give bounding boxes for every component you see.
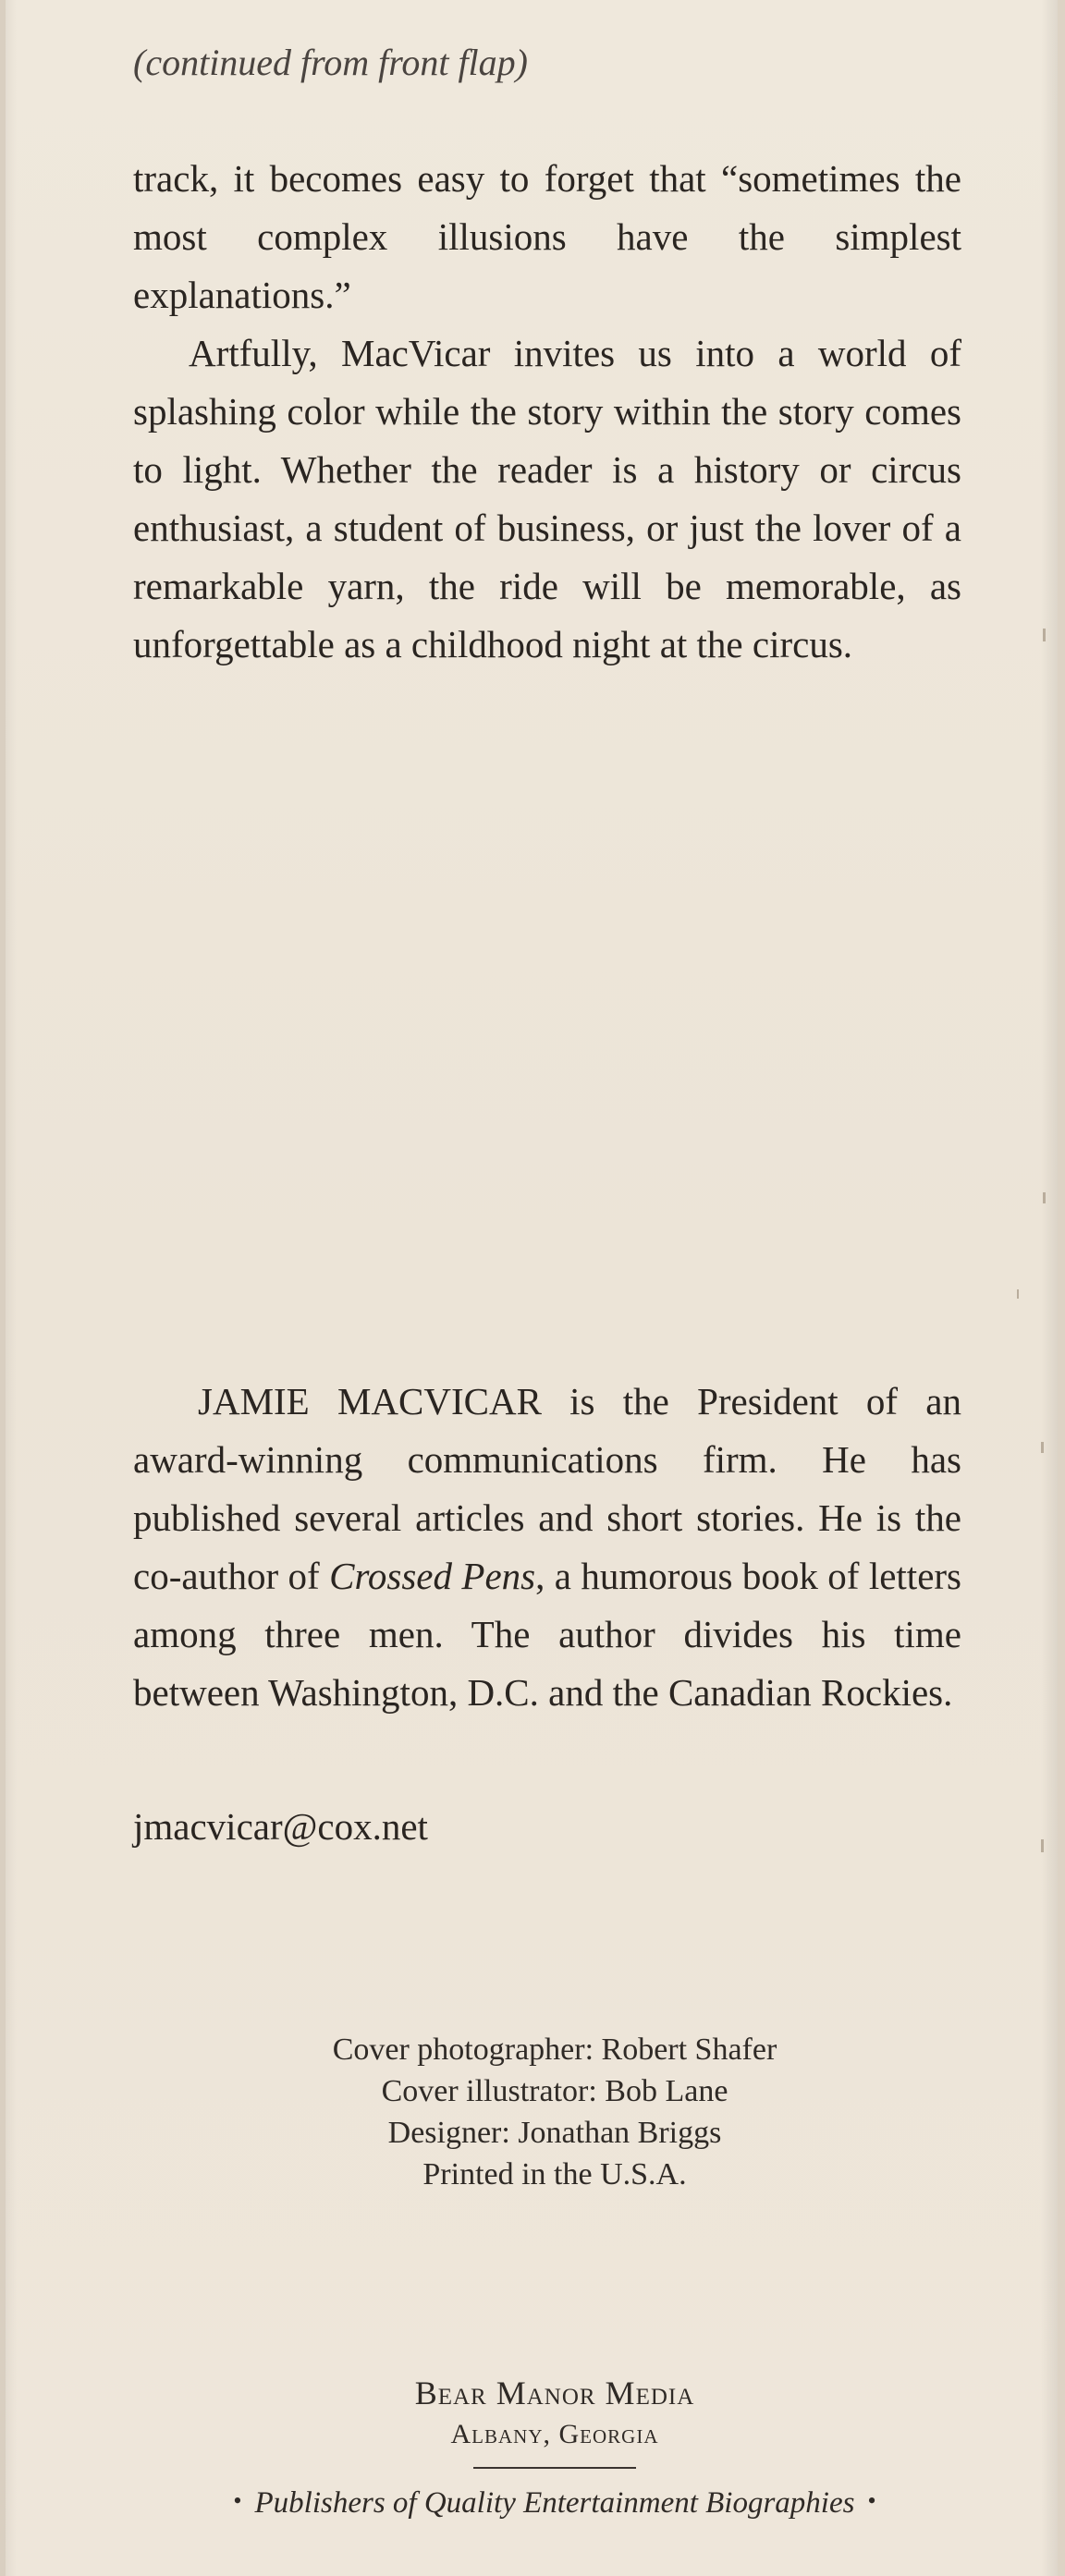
author-bio-paragraph [133,1373,961,1722]
bio-text-start: JAMIE MACVICAR is the President of an award-winning communications firm. He has published several articles and short stories. He is the co-author of [133,1380,961,1597]
publisher-block [185,2371,924,2469]
credit-printed: Printed in the U.S.A. [422,2157,687,2191]
right-page-edge [1058,0,1065,2576]
credit-designer: Designer: Jonathan Briggs [387,2116,722,2150]
continued-label: (continued from front flap) [133,42,528,83]
book-title: Crossed Pens [329,1555,536,1597]
bullet-left-icon: • [233,2487,242,2514]
left-page-edge [0,0,6,2576]
author-bio [133,1373,961,1722]
bio-text-end: , a humorous book of letters among three men. The author divides his time between Washington, D.C. and the Canadian Rockies. [133,1555,961,1714]
author-email: jmacvicar@cox.net [133,1805,428,1848]
paper-speck [1017,1289,1019,1299]
bullet-right-icon: • [867,2487,876,2514]
blurb-paragraph-2: Artfully, MacVicar invites us into a world of splashing color while the story within the story comes to light. Whether the reader is a history or circus enthusiast, a student of business, or just the lover of a remarkable yarn, the ride will be memorable, as unforgettable as a childhood night at the circus. [133,332,961,665]
paper-speck [1041,1442,1044,1453]
paper-speck [1043,1192,1046,1203]
credit-photographer: Cover photographer: Robert Shafer [332,2033,777,2067]
paper-speck [1043,629,1046,641]
blurb-text [133,150,961,674]
blurb-paragraph-1: track, it becomes easy to forget that “sometimes the most complex illusions have the simplest explanations.” [133,157,961,316]
paper-speck [1041,1839,1044,1852]
publisher-name: Bear Manor Media [414,2375,695,2411]
credit-illustrator: Cover illustrator: Bob Lane [381,2074,728,2108]
publisher-tagline: Publishers of Quality Entertainment Biographies [254,2486,855,2520]
publisher-tagline-row [139,2486,971,2521]
credits-block [185,2029,924,2195]
publisher-divider [473,2467,636,2469]
publisher-city: Albany, Georgia [450,2419,659,2449]
